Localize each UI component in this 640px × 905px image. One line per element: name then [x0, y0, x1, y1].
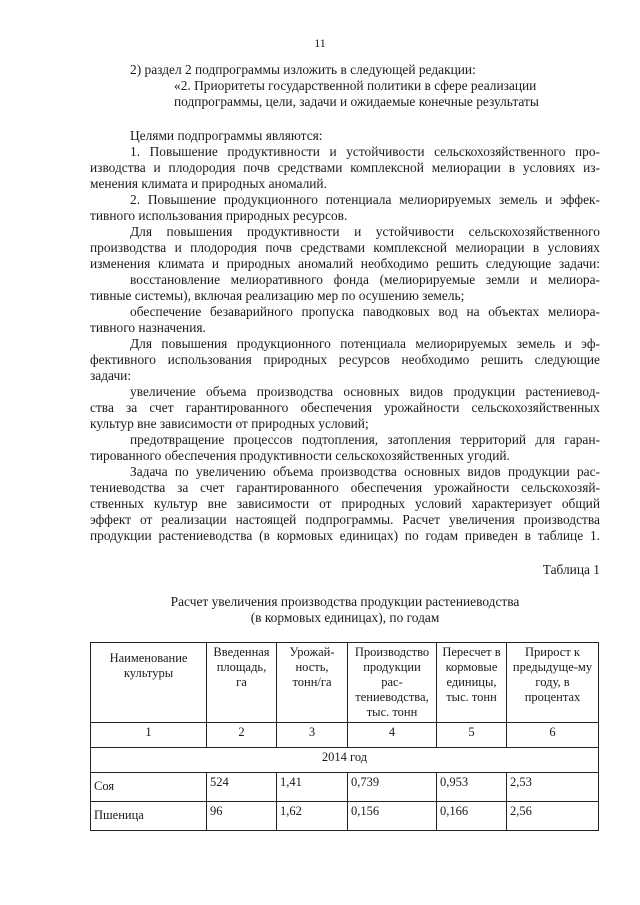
paragraph-line: предотвращение процессов подтопления, затопления территорий для гаран-: [130, 432, 600, 447]
paragraph-line: продукции растениеводства (в кормовых единицах) по годам приведен в таблице 1.: [90, 528, 600, 543]
paragraph-line: тированного обеспечения продуктивности сельскохозяйственных угодий.: [90, 448, 510, 463]
paragraph-line: обеспечение безаварийного пропуска паводковых вод на объектах мелиора-: [130, 304, 600, 319]
paragraph-line: 2) раздел 2 подпрограммы изложить в следующей редакции:: [130, 62, 476, 77]
header-cell: Производство продукции рас-тениеводства, тыс. тонн: [348, 643, 437, 723]
table-cell: 1,62: [277, 802, 348, 831]
paragraph-line: Для повышения продукционного потенциала мелиорируемых земель и эф-: [130, 336, 600, 351]
table-row: [91, 802, 599, 831]
index-cell: 4: [348, 723, 437, 748]
crop-name: Соя: [91, 773, 207, 802]
table-header-row: [91, 643, 599, 723]
paragraph-line: 1. Повышение продуктивности и устойчивости сельскохозяйственного про-: [130, 144, 600, 159]
index-cell: 1: [91, 723, 207, 748]
production-table: [90, 642, 599, 831]
table-cell: 96: [207, 802, 277, 831]
paragraph-line: Задача по увеличению объема производства основных видов продукции рас-: [130, 464, 600, 479]
paragraph-line: увеличение объема производства основных видов продукции растениевод-: [130, 384, 600, 399]
paragraph-line: изводства и плодородия почв средствами комплексной мелиорации в условиях из-: [90, 160, 600, 175]
table-cell: 0,166: [437, 802, 507, 831]
paragraph-line: изменения климата и природных аномалий необходимо решить следующие задачи:: [90, 256, 600, 271]
table-cell: 2,56: [507, 802, 599, 831]
table-title: (в кормовых единицах), по годам: [250, 610, 440, 625]
paragraph-line: тивного использования природных ресурсов.: [90, 208, 348, 223]
paragraph-line: ственных культур вне зависимости от природных условий характеризует общий: [90, 496, 600, 511]
year-row: [91, 748, 599, 773]
year-label: 2014 год: [91, 748, 599, 773]
page-number: 11: [314, 36, 326, 50]
table-cell: 0,953: [437, 773, 507, 802]
header-cell: Пересчет в кормовые единицы, тыс. тонн: [437, 643, 507, 723]
table-row: [91, 773, 599, 802]
table-cell: 524: [207, 773, 277, 802]
paragraph-line: 2. Повышение продукционного потенциала мелиорируемых земель и эффек-: [130, 192, 600, 207]
paragraph-line: ства за счет гарантированного обеспечения урожайности сельскохозяйственных: [90, 400, 600, 415]
paragraph-line: тениеводства за счет гарантированного обеспечения урожайности сельскохозяй-: [90, 480, 600, 495]
table-cell: 0,156: [348, 802, 437, 831]
table-caption-number: Таблица 1: [542, 562, 600, 577]
paragraph-line: задачи:: [90, 368, 132, 383]
table-cell: 2,53: [507, 773, 599, 802]
index-cell: 5: [437, 723, 507, 748]
index-cell: 6: [507, 723, 599, 748]
header-cell: Наименование культуры: [91, 643, 207, 723]
paragraph-line: тивного назначения.: [90, 320, 206, 335]
header-cell: Прирост к предыдуще-му году, в процентах: [507, 643, 599, 723]
column-index-row: [91, 723, 599, 748]
section-heading-line: «2. Приоритеты государственной политики в сфере реализации: [174, 78, 537, 93]
table-cell: 0,739: [348, 773, 437, 802]
crop-name: Пшеница: [91, 802, 207, 831]
paragraph-line: Целями подпрограммы являются:: [130, 128, 323, 143]
paragraph-line: тивные системы), включая реализацию мер по осушению земель;: [90, 288, 465, 303]
index-cell: 3: [277, 723, 348, 748]
header-cell: Введенная площадь, га: [207, 643, 277, 723]
header-cell: Урожай-ность, тонн/га: [277, 643, 348, 723]
table-title: Расчет увеличения производства продукции растениеводства: [170, 594, 520, 609]
index-cell: 2: [207, 723, 277, 748]
paragraph-line: производства и плодородия почв средствами комплексной мелиорации в условиях: [90, 240, 600, 255]
paragraph-line: менения климата и природных аномалий.: [90, 176, 327, 191]
section-heading-line: подпрограммы, цели, задачи и ожидаемые конечные результаты: [174, 94, 539, 109]
paragraph-line: культур вне зависимости от природных условий;: [90, 416, 369, 431]
paragraph-line: эффект от реализации настоящей подпрограммы. Расчет увеличения производства: [90, 512, 600, 527]
paragraph-line: Для повышения продуктивности и устойчивости сельскохозяйственного: [130, 224, 600, 239]
paragraph-line: восстановление мелиоративного фонда (мелиорируемые земли и мелиора-: [130, 272, 600, 287]
paragraph-line: фективного использования природных ресурсов необходимо решить следующие: [90, 352, 600, 367]
table-cell: 1,41: [277, 773, 348, 802]
